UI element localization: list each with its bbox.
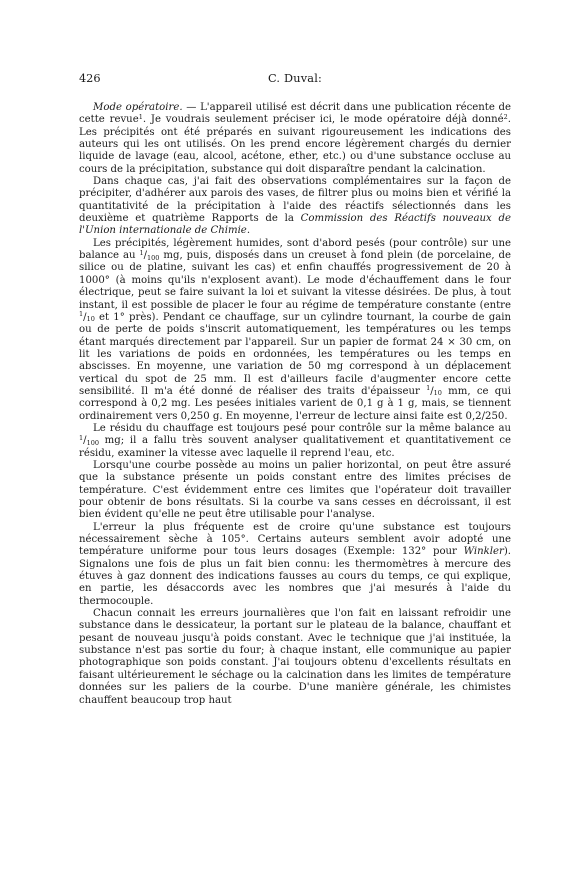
page-number: 426: [79, 72, 101, 85]
running-title: C. Duval:: [267, 72, 323, 85]
paragraph-5: Lorsqu'une courbe possède au moins un palier horizontal, on peut être assuré que la substance présente un poids constant entre des limites précises de température. C'est évidemment entre ces limites que l'opérateur doit travailler pour obtenir de bons résultats. Si la courbe va sans cesses en décroissant, il est bien évident qu'elle ne peut être utilisable pour l'analyse.: [79, 459, 511, 521]
paragraph-4: Le résidu du chauffage est toujours pesé pour contrôle sur la même balance au $^1/_{100}$ mg; il a fallu très souvent analyser qualitativement et quantitativement ce résidu, examiner la vitesse avec laquelle il reprend l'eau, etc.: [79, 422, 511, 459]
fraction-denominator: 10: [433, 389, 442, 398]
footnote-ref-1: 1: [138, 112, 143, 121]
footnote-ref-2: 2: [503, 112, 508, 121]
paragraph-6: L'erreur la plus fréquente est de croire qu'une substance est toujours nécessairement sèche à 105°. Certains auteurs semblent avoir adopté une température uniforme pour tous leurs dosages (Exemple: 132° pour Winkler). Signalons une fois de plus un fait bien connu: les thermomètres à mercure des étuves à gaz donnent des indications fausses au cours du temps, ce qui explique, en partie, les désaccords avec les nombres que j'ai mesurés à l'aide du thermocouple.: [79, 521, 511, 607]
fraction-numerator: 1: [79, 310, 84, 319]
fraction-denominator: 10: [86, 315, 95, 324]
commission-name: Commission des Réactifs nouveaux de l'Union internationale de Chimie: [79, 213, 511, 237]
paragraph-7: Chacun connait les erreurs journalières que l'on fait en laissant refroidir une substance dans le dessicateur, la portant sur le plateau de la balance, chauffant et pesant de nouveau jusqu'à poids constant. Avec le technique que j'ai instituée, la substance n'est pas sortie du four; à chaque instant, elle communique au papier photographique son poids constant. J'ai toujours obtenu d'excellents résultats en faisant ultérieurement le séchage ou la calcination dans les limites de température données sur les paliers de la courbe. D'une manière générale, les chimistes chauffent beaucoup trop haut: [79, 608, 511, 706]
body-text: [79, 102, 511, 707]
fraction-numerator: 1: [426, 384, 431, 393]
running-header: [79, 72, 511, 88]
author-name: Winkler: [463, 546, 504, 558]
section-lead: Mode opératoire.: [93, 102, 183, 113]
paragraph-3: Les précipités, légèrement humides, sont d'abord pesés (pour contrôle) sur une balance au $^1/_{100}$ mg, puis, disposés dans un creuset à fond plein (de porcelaine, de silice ou de platine, suivant les cas) et enfin chauffés progressivement de 20 à 1000° (à moins qu'ils n'explosent avant). Le mode d'échauffement dans le four électrique, peut se faire suivant la loi et suivant la vitesse désirées. De plus, à tout instant, il est possible de placer le four au régime de température constante (entre $^1/_{10}$ et 1° près). Pendant ce chauffage, sur un cylindre tournant, la courbe de gain ou de perte de poids s'inscrit automatiquement, les températures ou les temps étant marqués directement par l'appareil. Sur un papier de format 24 × 30 cm, on lit les variations de poids en ordonnées, les températures ou les temps en abscisses. En moyenne, une variation de 50 mg correspond à un déplacement vertical du spot de 25 mm. Il est d'ailleurs facile d'augmenter encore cette sensibilité. Il m'a été donné de réaliser des traits d'épaisseur $^1/_{10}$ mm, ce qui correspond à 0,2 mg. Les pesées initiales varient de 0,1 g à 1 g, mais, se tiennent ordinairement vers 0,250 g. En moyenne, l'erreur de lecture ainsi faite est 0,2/250.: [79, 237, 511, 422]
fraction-denominator: 100: [86, 438, 99, 447]
fraction-numerator: 1: [79, 433, 84, 442]
page: [79, 72, 511, 707]
paragraph-2: Dans chaque cas, j'ai fait des observations complémentaires sur la façon de précipiter, d'adhérer aux parois des vases, de filtrer plus ou moins bien et vérifié la quantitativité de la précipitation à l'aide des réactifs sélectionnés dans les deuxième et quatrième Rapports de la Commission des Réactifs nouveaux de l'Union internationale de Chimie.: [79, 176, 511, 237]
fraction-denominator: 100: [147, 253, 160, 262]
paragraph-1: Mode opératoire. — L'appareil utilisé est décrit dans une publication récente de cette revue$^1$. Je voudrais seulement préciser ici, le mode opératoire déjà donné$^2$. Les précipités ont été préparés en suivant rigoureusement les indications des auteurs qui les ont utilisés. On les prend encore légèrement chargés du dernier liquide de lavage (eau, alcool, acétone, ether, etc.) ou d'une substance occluse au cours de la précipitation, substance qui doit disparaître pendant la calcination.: [79, 102, 511, 175]
fraction-numerator: 1: [139, 248, 144, 257]
